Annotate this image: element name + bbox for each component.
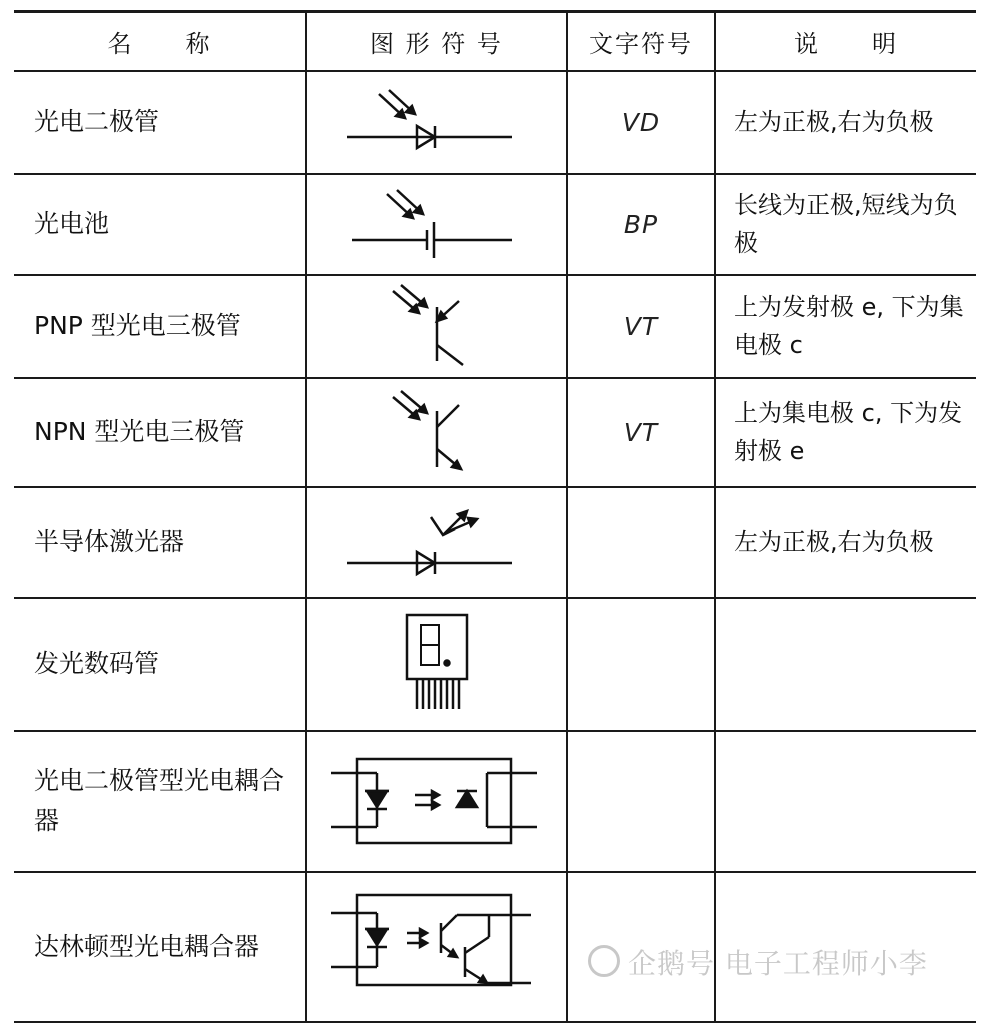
photodiode-symbol-icon — [337, 82, 537, 162]
table-row — [14, 378, 976, 487]
table-row — [14, 275, 976, 378]
laser-diode-symbol-icon — [337, 497, 537, 587]
header-symbol: 图 形 符 号 — [306, 12, 567, 71]
row-name: PNP 型光电三极管 — [14, 275, 306, 378]
darlington-optocoupler-symbol-icon — [327, 891, 547, 1001]
row-desc — [715, 731, 976, 872]
row-code: VD — [567, 71, 715, 174]
led-digit-display-symbol-icon — [337, 609, 537, 719]
table-row — [14, 598, 976, 731]
photodiode-optocoupler-symbol-icon — [327, 749, 547, 853]
row-desc: 上为集电极 c, 下为发射极 e — [715, 378, 976, 487]
table-row — [14, 71, 976, 174]
row-name: 达林顿型光电耦合器 — [14, 872, 306, 1022]
table-row — [14, 487, 976, 598]
row-code — [567, 598, 715, 731]
row-code — [567, 731, 715, 872]
watermark — [588, 942, 928, 982]
row-desc: 左为正极,右为负极 — [715, 487, 976, 598]
row-name: 发光数码管 — [14, 598, 306, 731]
header-row — [14, 12, 976, 71]
row-code — [567, 487, 715, 598]
row-name: NPN 型光电三极管 — [14, 378, 306, 487]
row-code: VT — [567, 275, 715, 378]
npn-phototransistor-symbol-icon — [337, 389, 537, 475]
pnp-phototransistor-symbol-icon — [337, 283, 537, 369]
row-code: VT — [567, 378, 715, 487]
watermark-text: 企鹅号 电子工程师小李 — [628, 947, 928, 980]
row-desc: 左为正极,右为负极 — [715, 71, 976, 174]
header-name: 名 称 — [14, 12, 306, 71]
table-row — [14, 174, 976, 275]
row-name: 光电二极管型光电耦合器 — [14, 731, 306, 872]
row-name: 光电池 — [14, 174, 306, 275]
row-name: 半导体激光器 — [14, 487, 306, 598]
row-name: 光电二极管 — [14, 71, 306, 174]
row-desc: 长线为正极,短线为负极 — [715, 174, 976, 275]
table-row — [14, 731, 976, 872]
row-desc — [715, 598, 976, 731]
row-code: BP — [567, 174, 715, 275]
header-code: 文字符号 — [567, 12, 715, 71]
header-desc: 说 明 — [715, 12, 976, 71]
symbol-table — [14, 10, 976, 1023]
penguin-logo-icon — [588, 945, 620, 977]
row-desc: 上为发射极 e, 下为集电极 c — [715, 275, 976, 378]
photocell-symbol-icon — [337, 184, 537, 264]
